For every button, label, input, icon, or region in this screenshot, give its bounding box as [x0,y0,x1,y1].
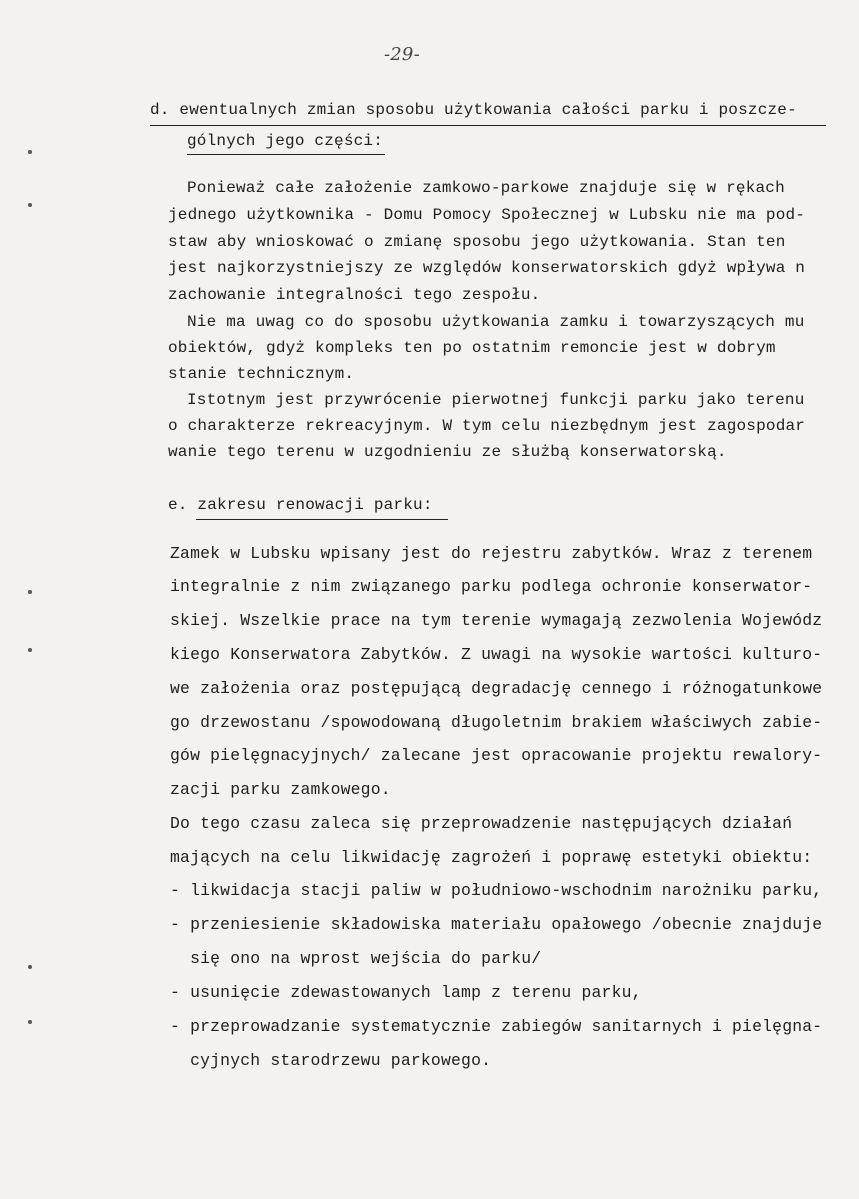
section-e-list-item: - przeniesienie składowiska materiału opałowego /obecnie znajduje [170,915,823,934]
scan-speck [28,590,32,594]
section-e-line: Do tego czasu zaleca się przeprowadzenie następujących działań [170,814,793,833]
section-d-line: obiektów, gdyż kompleks ten po ostatnim remoncie jest w dobrym [168,339,776,357]
section-d-line: o charakterze rekreacyjnym. W tym celu niezbędnym jest zagospodar [168,417,806,435]
section-e-line: Zamek w Lubsku wpisany jest do rejestru zabytków. Wraz z terenem [170,544,813,563]
scan-speck [28,150,32,154]
section-d-line: stanie technicznym. [168,365,355,383]
section-e-line: zacji parku zamkowego. [170,780,391,799]
section-e-list-item: - usunięcie zdewastowanych lamp z terenu parku, [170,983,642,1002]
section-e-line: mających na celu likwidację zagrożeń i poprawę estetyki obiektu: [170,848,813,867]
scan-speck [28,648,32,652]
section-e-line: go drzewostanu /spowodowaną długoletnim brakiem właściwych zabie- [170,713,823,732]
section-e-heading-underline [196,519,448,520]
section-e-list-item: się ono na wprost wejścia do parku/ [170,949,542,968]
section-e-list-item: cyjnych starodrzewu parkowego. [170,1051,492,1070]
section-d-line: staw aby wnioskować o zmianę sposobu jego użytkowania. Stan ten [168,233,786,251]
section-e-list-item: - likwidacja stacji paliw w południowo-wschodnim narożniku parku, [170,881,823,900]
section-d-line: Ponieważ całe założenie zamkowo-parkowe znajduje się w rękach [187,179,785,197]
section-e-line: skiej. Wszelkie prace na tym terenie wymagają zezwolenia Wojewódz [170,611,823,630]
section-d-line: Nie ma uwag co do sposobu użytkowania zamku i towarzyszących mu [187,313,805,331]
section-e-heading: e. zakresu renowacji parku: [168,496,433,514]
section-d-line: jest najkorzystniejszy ze względów konserwatorskich gdyż wpływa n [168,259,806,277]
section-d-line: wanie tego terenu w uzgodnieniu ze służbą konserwatorską. [168,443,727,461]
section-d-heading-underline [150,125,826,126]
page-number: -29- [384,44,420,65]
section-e-line: gów pielęgnacyjnych/ zalecane jest opracowanie projektu rewalory- [170,746,823,765]
section-e-line: integralnie z nim związanego parku podlega ochronie konserwator- [170,577,813,596]
scan-speck [28,1020,32,1024]
section-d-line: zachowanie integralności tego zespołu. [168,286,541,304]
section-d-line: Istotnym jest przywrócenie pierwotnej funkcji parku jako terenu [187,391,805,409]
scan-speck [28,965,32,969]
section-e-line: kiego Konserwatora Zabytków. Z uwagi na wysokie wartości kulturo- [170,645,823,664]
section-d-heading-line1: d. ewentualnych zmian sposobu użytkowania całości parku i poszcze- [150,101,797,119]
section-d-heading-line2: gólnych jego części: [187,132,384,150]
section-d-heading-underline-2 [187,154,385,155]
section-e-line: we założenia oraz postępującą degradację cennego i różnogatunkowe [170,679,823,698]
section-e-list-item: - przeprowadzanie systematycznie zabiegów sanitarnych i pielęgna- [170,1017,823,1036]
scan-speck [28,203,32,207]
section-d-line: jednego użytkownika - Domu Pomocy Społecznej w Lubsku nie ma pod- [168,206,806,224]
